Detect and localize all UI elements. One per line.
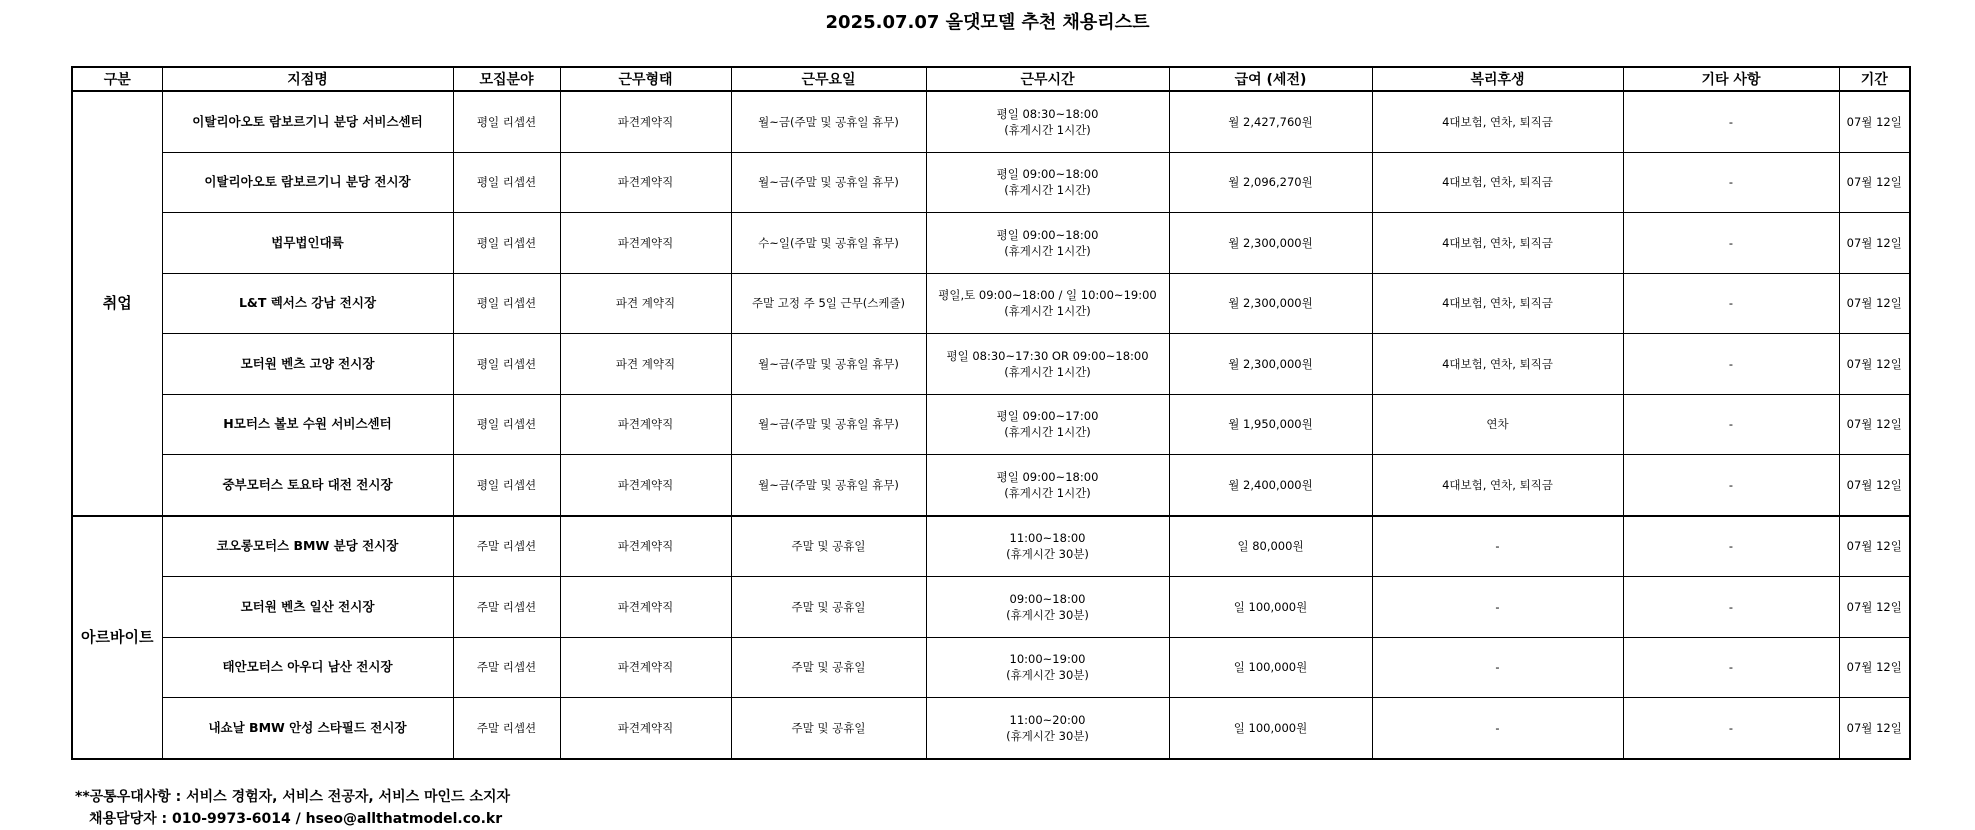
work-days-cell: 월~금(주말 및 공휴일 휴무) [731,334,926,395]
footer-preference-note: **공통우대사항 : 서비스 경험자, 서비스 전공자, 서비스 마인드 소지자 [75,789,511,805]
branch-name-cell: 이탈리아오토 람보르기니 분당 전시장 [162,152,453,213]
period-cell: 07월 12일 [1839,334,1910,395]
work-hours-text: 11:00~20:00 [1009,712,1086,727]
pay-cell: 월 2,300,000원 [1169,334,1372,395]
etc-cell: - [1623,577,1839,638]
branch-name-cell: 모터원 벤츠 일산 전시장 [162,577,453,638]
field-cell: 주말 리셉션 [453,637,560,698]
header-period: 기간 [1839,67,1910,91]
pay-cell: 월 2,400,000원 [1169,455,1372,516]
header-work-days: 근무요일 [731,67,926,91]
work-hours-cell [926,637,1169,698]
work-hours-text: 평일 09:00~17:00 [996,409,1099,424]
etc-cell: - [1623,334,1839,395]
table-row [72,637,1910,698]
pay-cell: 일 100,000원 [1169,637,1372,698]
field-cell: 평일 리셉션 [453,334,560,395]
benefits-cell: 4대보험, 연차, 퇴직금 [1372,91,1623,152]
branch-name-cell: 코오롱모터스 BMW 분당 전시장 [162,516,453,577]
period-cell: 07월 12일 [1839,455,1910,516]
period-cell: 07월 12일 [1839,152,1910,213]
benefits-cell: 4대보험, 연차, 퇴직금 [1372,334,1623,395]
benefits-cell: - [1372,577,1623,638]
table-row [72,455,1910,516]
work-type-cell: 파견 계약직 [560,334,731,395]
work-type-cell: 파견계약직 [560,91,731,152]
field-cell: 평일 리셉션 [453,91,560,152]
work-hours-cell [926,334,1169,395]
work-hours-text: 10:00~19:00 [1009,652,1086,667]
benefits-cell: - [1372,637,1623,698]
work-hours-text: 평일 09:00~18:00 [996,469,1099,484]
work-days-cell: 수~일(주말 및 공휴일 휴무) [731,213,926,274]
branch-name-cell: 태안모터스 아우디 남산 전시장 [162,637,453,698]
etc-cell: - [1623,394,1839,455]
benefits-cell: 4대보험, 연차, 퇴직금 [1372,152,1623,213]
pay-cell: 월 2,427,760원 [1169,91,1372,152]
etc-cell: - [1623,637,1839,698]
page-title: 2025.07.07 올댓모델 추천 채용리스트 [825,12,1150,33]
work-type-cell: 파견계약직 [560,516,731,577]
work-hours-cell [926,577,1169,638]
field-cell: 주말 리셉션 [453,577,560,638]
category-part-time: 아르바이트 [72,516,162,759]
table-row [72,394,1910,455]
work-hours-cell [926,91,1169,152]
header-work-type: 근무형태 [560,67,731,91]
break-time-text: (휴게시간 30분) [1006,547,1089,562]
branch-name-cell: H모터스 볼보 수원 서비스센터 [162,394,453,455]
work-hours-cell [926,455,1169,516]
etc-cell: - [1623,516,1839,577]
etc-cell: - [1623,698,1839,759]
table-row [72,213,1910,274]
work-type-cell: 파견계약직 [560,213,731,274]
work-type-cell: 파견계약직 [560,152,731,213]
pay-cell: 월 1,950,000원 [1169,394,1372,455]
table-row [72,698,1910,759]
period-cell: 07월 12일 [1839,698,1910,759]
work-hours-text: 평일 08:30~17:30 OR 09:00~18:00 [946,348,1149,363]
etc-cell: - [1623,91,1839,152]
break-time-text: (휴게시간 30분) [1006,607,1089,622]
header-benefits: 복리후생 [1372,67,1623,91]
header-etc: 기타 사항 [1623,67,1839,91]
period-cell: 07월 12일 [1839,577,1910,638]
table-body [72,91,1910,759]
benefits-cell: 연차 [1372,394,1623,455]
work-days-cell: 주말 고정 주 5일 근무(스케줄) [731,273,926,334]
work-days-cell: 주말 및 공휴일 [731,698,926,759]
field-cell: 평일 리셉션 [453,152,560,213]
footer-notes [75,786,510,830]
period-cell: 07월 12일 [1839,394,1910,455]
work-hours-cell [926,273,1169,334]
table-row [72,152,1910,213]
work-hours-text: 평일 09:00~18:00 [996,227,1099,242]
pay-cell: 일 100,000원 [1169,698,1372,759]
footer-contact: 채용담당자 : 010-9973-6014 / hseo@allthatmodel.co.kr [89,811,503,827]
period-cell: 07월 12일 [1839,91,1910,152]
pay-cell: 월 2,096,270원 [1169,152,1372,213]
work-days-cell: 월~금(주말 및 공휴일 휴무) [731,152,926,213]
pay-cell: 일 100,000원 [1169,577,1372,638]
pay-cell: 월 2,300,000원 [1169,273,1372,334]
break-time-text: (휴게시간 1시간) [1004,122,1091,137]
branch-name-cell: 내쇼날 BMW 안성 스타필드 전시장 [162,698,453,759]
etc-cell: - [1623,213,1839,274]
benefits-cell: - [1372,516,1623,577]
break-time-text: (휴게시간 30분) [1006,668,1089,683]
period-cell: 07월 12일 [1839,637,1910,698]
work-days-cell: 월~금(주말 및 공휴일 휴무) [731,394,926,455]
header-pay: 급여 (세전) [1169,67,1372,91]
field-cell: 평일 리셉션 [453,455,560,516]
branch-name-cell: 이탈리아오토 람보르기니 분당 서비스센터 [162,91,453,152]
work-hours-cell [926,213,1169,274]
work-days-cell: 주말 및 공휴일 [731,516,926,577]
work-hours-text: 평일 09:00~18:00 [996,167,1099,182]
period-cell: 07월 12일 [1839,213,1910,274]
etc-cell: - [1623,152,1839,213]
benefits-cell: 4대보험, 연차, 퇴직금 [1372,213,1623,274]
branch-name-cell: L&T 렉서스 강남 전시장 [162,273,453,334]
period-cell: 07월 12일 [1839,273,1910,334]
pay-cell: 일 80,000원 [1169,516,1372,577]
work-days-cell: 월~금(주말 및 공휴일 휴무) [731,455,926,516]
work-type-cell: 파견계약직 [560,637,731,698]
table-row [72,91,1910,152]
work-hours-text: 평일 08:30~18:00 [996,106,1099,121]
break-time-text: (휴게시간 1시간) [1004,243,1091,258]
benefits-cell: 4대보험, 연차, 퇴직금 [1372,455,1623,516]
benefits-cell: - [1372,698,1623,759]
field-cell: 평일 리셉션 [453,213,560,274]
header-category: 구분 [72,67,162,91]
period-cell: 07월 12일 [1839,516,1910,577]
table-row [72,334,1910,395]
table-row [72,516,1910,577]
break-time-text: (휴게시간 1시간) [1004,183,1091,198]
field-cell: 평일 리셉션 [453,394,560,455]
etc-cell: - [1623,455,1839,516]
work-hours-cell [926,394,1169,455]
pay-cell: 월 2,300,000원 [1169,213,1372,274]
work-type-cell: 파견계약직 [560,577,731,638]
job-list-table [71,66,1911,760]
work-days-cell: 주말 및 공휴일 [731,577,926,638]
work-hours-text: 11:00~18:00 [1009,531,1086,546]
field-cell: 주말 리셉션 [453,516,560,577]
branch-name-cell: 중부모터스 토요타 대전 전시장 [162,455,453,516]
header-branch: 지점명 [162,67,453,91]
work-hours-cell [926,516,1169,577]
work-hours-cell [926,698,1169,759]
branch-name-cell: 법무법인대륙 [162,213,453,274]
field-cell: 주말 리셉션 [453,698,560,759]
break-time-text: (휴게시간 1시간) [1004,425,1091,440]
header-work-hours: 근무시간 [926,67,1169,91]
work-type-cell: 파견 계약직 [560,273,731,334]
table-header-row [72,67,1910,91]
work-days-cell: 월~금(주말 및 공휴일 휴무) [731,91,926,152]
work-hours-cell [926,152,1169,213]
work-type-cell: 파견계약직 [560,455,731,516]
break-time-text: (휴게시간 1시간) [1004,304,1091,319]
work-type-cell: 파견계약직 [560,394,731,455]
work-hours-text: 평일,토 09:00~18:00 / 일 10:00~19:00 [938,288,1157,303]
benefits-cell: 4대보험, 연차, 퇴직금 [1372,273,1623,334]
field-cell: 평일 리셉션 [453,273,560,334]
break-time-text: (휴게시간 30분) [1006,728,1089,743]
break-time-text: (휴게시간 1시간) [1004,485,1091,500]
category-full-time: 취업 [72,91,162,516]
work-type-cell: 파견계약직 [560,698,731,759]
work-days-cell: 주말 및 공휴일 [731,637,926,698]
etc-cell: - [1623,273,1839,334]
work-hours-text: 09:00~18:00 [1009,591,1086,606]
table-row [72,273,1910,334]
header-field: 모집분야 [453,67,560,91]
break-time-text: (휴게시간 1시간) [1004,364,1091,379]
table-row [72,577,1910,638]
branch-name-cell: 모터원 벤츠 고양 전시장 [162,334,453,395]
